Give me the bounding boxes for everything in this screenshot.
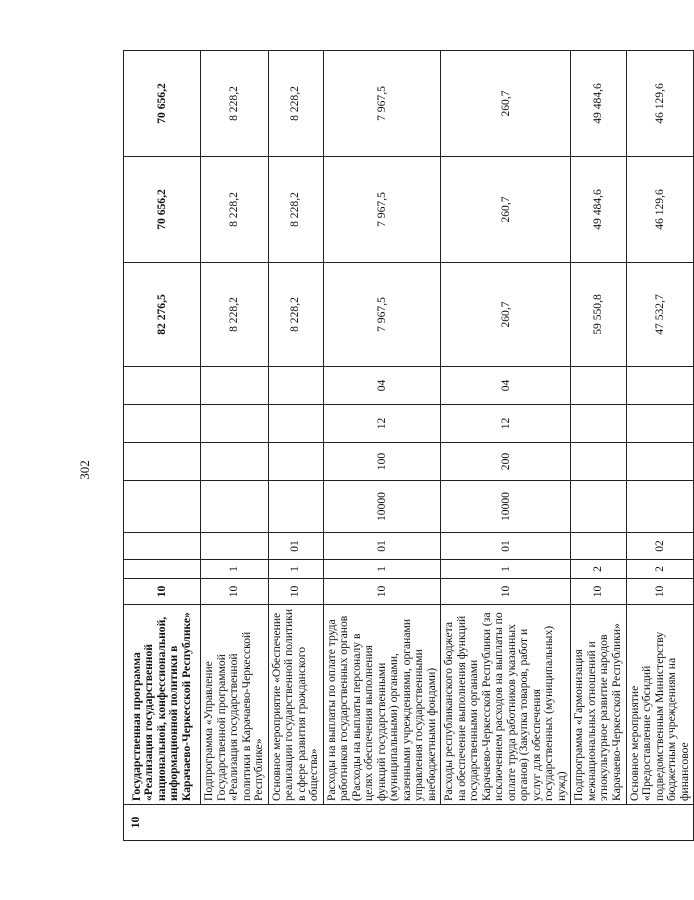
row-name: Основное мероприятие «Обеспечение реализации государственной политики в сфере развития гражданского общества» (268, 605, 323, 805)
row-name: Государственная программа «Реализация государственной национальной, конфессиональной, информационной политики в Карачаево-Черкесской Республике» (124, 605, 201, 805)
table-row (571, 51, 626, 841)
code-cell: 01 (441, 533, 571, 560)
code-cell (124, 533, 201, 560)
code-cell: 2 (571, 560, 626, 579)
table-row (441, 51, 571, 841)
section-number: 10 (124, 805, 694, 841)
code-cell (571, 367, 626, 405)
code-cell: 2 (626, 560, 694, 579)
amount-cell: 8 228,2 (201, 157, 269, 263)
amount-cell: 70 656,2 (124, 157, 201, 263)
code-cell: 10 (124, 579, 201, 605)
code-cell (626, 481, 694, 533)
code-cell (124, 481, 201, 533)
code-cell (268, 367, 323, 405)
code-cell: 100 (323, 443, 441, 481)
table-row (268, 51, 323, 841)
amount-cell: 70 656,2 (124, 51, 201, 157)
code-cell: 10 (323, 579, 441, 605)
code-cell (201, 405, 269, 443)
code-cell: 10000 (441, 481, 571, 533)
code-cell (626, 367, 694, 405)
amount-cell: 59 550,8 (571, 263, 626, 367)
amount-cell: 49 484,6 (571, 51, 626, 157)
code-cell (201, 481, 269, 533)
code-cell (626, 443, 694, 481)
code-cell (124, 443, 201, 481)
amount-cell: 260,7 (441, 51, 571, 157)
code-cell: 04 (441, 367, 571, 405)
code-cell: 1 (268, 560, 323, 579)
code-cell: 10 (201, 579, 269, 605)
code-cell (124, 367, 201, 405)
amount-cell: 8 228,2 (201, 51, 269, 157)
table-row (201, 51, 269, 841)
code-cell (571, 443, 626, 481)
code-cell: 02 (626, 533, 694, 560)
table-row (124, 51, 201, 841)
page-number: 302 (77, 460, 92, 480)
code-cell (268, 443, 323, 481)
code-cell: 1 (201, 560, 269, 579)
code-cell (201, 367, 269, 405)
code-cell (626, 405, 694, 443)
code-cell: 10 (268, 579, 323, 605)
code-cell: 12 (323, 405, 441, 443)
budget-table (123, 50, 694, 841)
amount-cell: 8 228,2 (268, 51, 323, 157)
code-cell (571, 405, 626, 443)
code-cell (201, 443, 269, 481)
code-cell: 10 (626, 579, 694, 605)
code-cell: 04 (323, 367, 441, 405)
row-name: Расходы республиканского бюджета на обеспечение выполнения функций государственными органами Карачаево-Черкесской Республики (за исключением расходов на выплаты по оплате труда работников указанных органов) (Закупка товаров, работ и услуг для обеспечения государственных (муниципальных) нужд) (441, 605, 571, 805)
code-cell: 1 (441, 560, 571, 579)
code-cell: 01 (268, 533, 323, 560)
code-cell (268, 481, 323, 533)
code-cell: 1 (323, 560, 441, 579)
amount-cell: 7 967,5 (323, 263, 441, 367)
amount-cell: 8 228,2 (268, 157, 323, 263)
amount-cell: 82 276,5 (124, 263, 201, 367)
row-name: Расходы на выплаты по оплате труда работников государственных органов (Расходы на выплаты персоналу в целях обеспечения выполнения функций государственными (муниципальными) органами, казенными учреждениями, органами управления государственными внебюджетными фондами) (323, 605, 441, 805)
code-cell (268, 405, 323, 443)
code-cell (201, 533, 269, 560)
row-name: Подпрограмма «Гармонизация межнациональных отношений и этнокультурное развитие народов Карачаево-Черкесской Республики» (571, 605, 626, 805)
code-cell: 10 (441, 579, 571, 605)
amount-cell: 260,7 (441, 157, 571, 263)
code-cell (571, 533, 626, 560)
code-cell (571, 481, 626, 533)
amount-cell: 8 228,2 (268, 263, 323, 367)
rotated-page (123, 51, 691, 841)
code-cell (124, 405, 201, 443)
row-name: Подпрограмма «Управление Государственной программой «Реализация государственной политики в Карачаево-Черкесской Республике» (201, 605, 269, 805)
code-cell: 10000 (323, 481, 441, 533)
amount-cell: 7 967,5 (323, 157, 441, 263)
row-name: Основное мероприятие «Предоставление субсидий подведомственным Министерству бюджетным учреждениям на финансовое (626, 605, 694, 805)
code-cell: 200 (441, 443, 571, 481)
code-cell: 01 (323, 533, 441, 560)
amount-cell: 46 129,6 (626, 157, 694, 263)
code-cell: 10 (571, 579, 626, 605)
table-row (323, 51, 441, 841)
table-row (626, 51, 694, 841)
amount-cell: 49 484,6 (571, 157, 626, 263)
amount-cell: 47 532,7 (626, 263, 694, 367)
amount-cell: 46 129,6 (626, 51, 694, 157)
amount-cell: 7 967,5 (323, 51, 441, 157)
code-cell (124, 560, 201, 579)
code-cell: 12 (441, 405, 571, 443)
amount-cell: 260,7 (441, 263, 571, 367)
amount-cell: 8 228,2 (201, 263, 269, 367)
